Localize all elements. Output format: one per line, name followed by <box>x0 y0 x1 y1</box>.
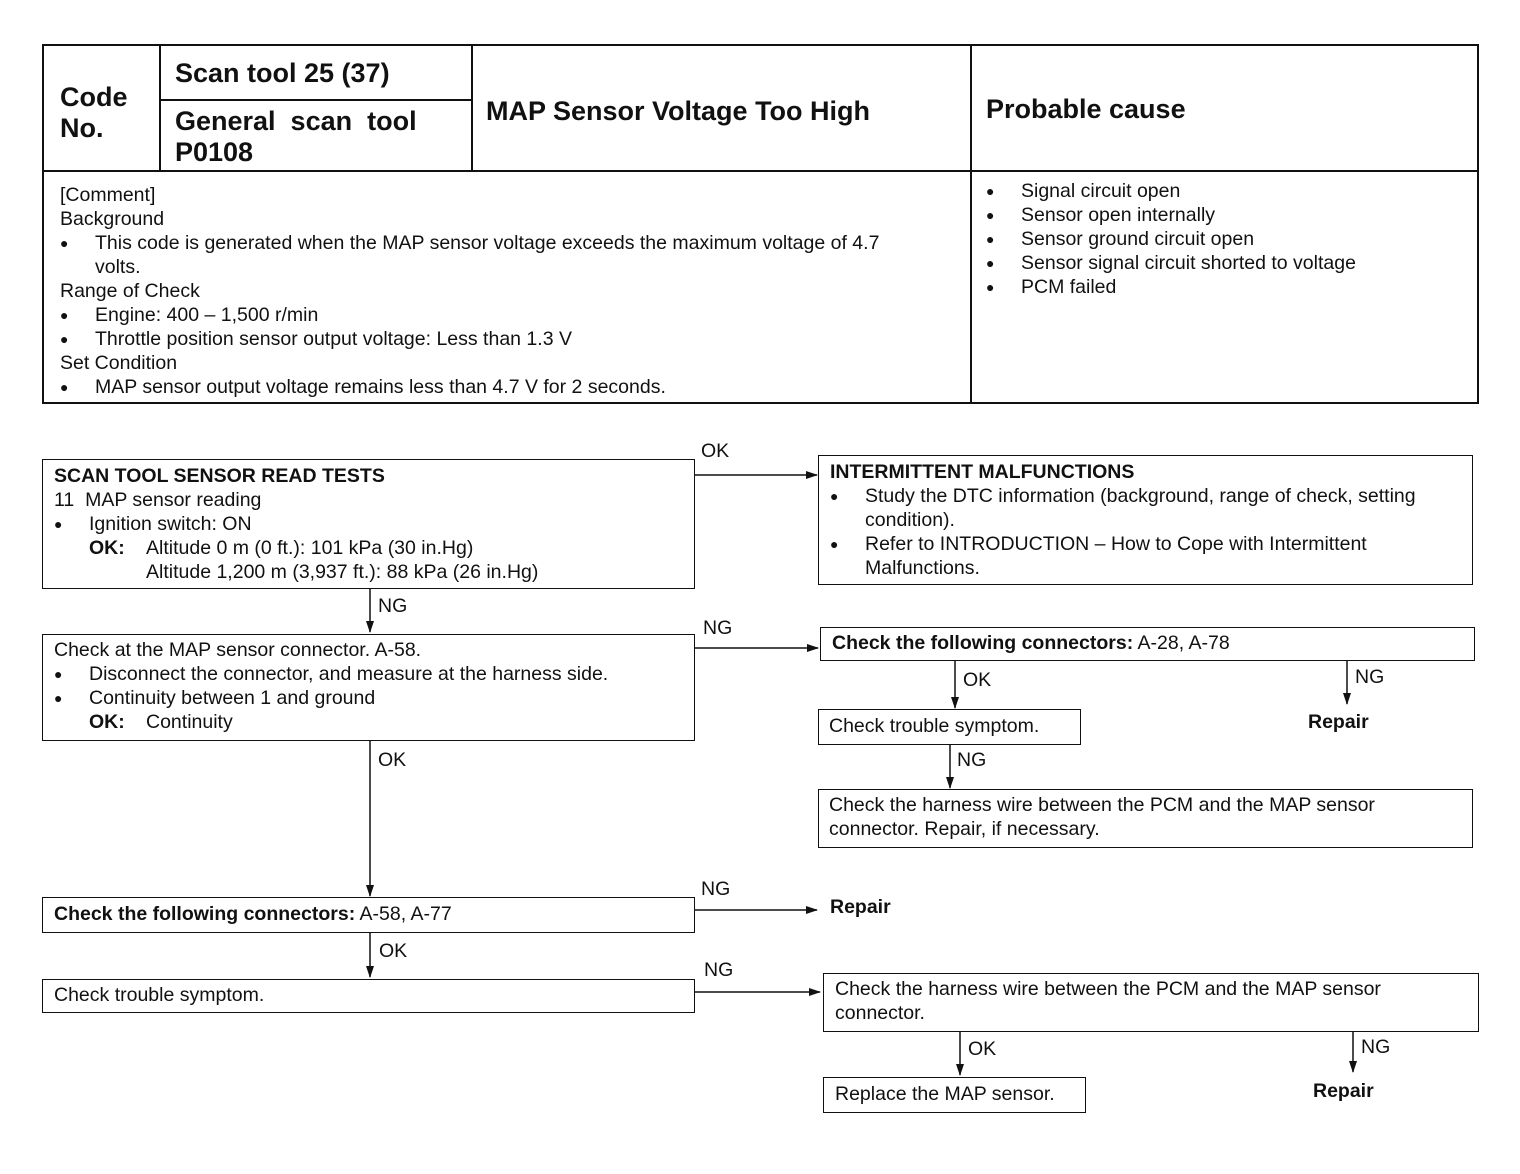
set-condition-item: ● MAP sensor output voltage remains less than 4.7 V for 2 seconds. <box>60 375 960 399</box>
probable-cause-item: ● Sensor signal circuit shorted to voltage <box>986 251 1466 275</box>
ok-value: Continuity <box>146 711 233 733</box>
box-bullet: ● Study the DTC information (background, range of check, setting condition). <box>830 484 1461 532</box>
box-title: Check the following connectors: <box>832 632 1134 654</box>
repair-label: Repair <box>830 896 891 918</box>
box-bullet: ● Ignition switch: ON <box>54 512 683 536</box>
ng-branch-label: NG <box>1361 1036 1391 1058</box>
repair-label: Repair <box>1308 711 1369 733</box>
box-title: SCAN TOOL SENSOR READ TESTS <box>54 465 385 487</box>
range-label: Range of Check <box>60 280 200 302</box>
repair-label: Repair <box>1313 1080 1374 1102</box>
scan-tool-sensor-read-tests-box <box>42 459 695 589</box>
box-line: 11 MAP sensor reading <box>54 489 262 511</box>
probable-cause-item: ● Sensor open internally <box>986 203 1466 227</box>
check-trouble-symptom-box: Check trouble symptom. <box>42 979 695 1013</box>
background-label: Background <box>60 208 165 230</box>
ok-branch-label: OK <box>968 1038 997 1060</box>
map-sensor-connector-check-box <box>42 634 695 741</box>
ng-branch-label: NG <box>703 617 733 639</box>
ok-branch-label: OK <box>379 940 408 962</box>
probable-cause-item: ● Signal circuit open <box>986 179 1466 203</box>
ng-branch-label: NG <box>704 959 734 981</box>
ok-label: OK: <box>89 537 125 559</box>
ok-branch-label: OK <box>701 440 730 462</box>
probable-cause-title: Probable cause <box>986 94 1186 124</box>
connector-list: A-58, A-77 <box>355 903 452 925</box>
check-connectors-a28-box <box>820 627 1475 661</box>
code-no-label: Code No. <box>60 82 128 143</box>
ok-condition <box>54 710 683 734</box>
ok-value: Altitude 0 m (0 ft.): 101 kPa (30 in.Hg) <box>146 537 474 559</box>
range-item: ● Throttle position sensor output voltage: Less than 1.3 V <box>60 327 960 351</box>
box-line: Check at the MAP sensor connector. A-58. <box>54 639 422 661</box>
box-bullet: ● Disconnect the connector, and measure at the harness side. <box>54 662 683 686</box>
ng-branch-label: NG <box>378 595 408 617</box>
probable-cause-item: ● PCM failed <box>986 275 1466 299</box>
scan-tool-code: Scan tool 25 (37) <box>175 58 390 88</box>
background-item: ● This code is generated when the MAP sensor voltage exceeds the maximum voltage of 4.7 volts. <box>60 231 960 279</box>
ng-branch-label: NG <box>701 878 731 900</box>
range-item: ● Engine: 400 – 1,500 r/min <box>60 303 960 327</box>
ok-branch-label: OK <box>963 669 992 691</box>
ok-label: OK: <box>89 711 125 733</box>
replace-map-sensor-box: Replace the MAP sensor. <box>823 1077 1086 1113</box>
probable-cause-item: ● Sensor ground circuit open <box>986 227 1466 251</box>
general-scan-tool-code: General scan tool P0108 <box>175 106 417 167</box>
check-harness-wire-box: Check the harness wire between the PCM and the MAP sensor connector. <box>823 973 1479 1032</box>
ok-condition <box>54 536 683 560</box>
comment-label: [Comment] <box>60 184 156 206</box>
box-bullet: ● Continuity between 1 and ground <box>54 686 683 710</box>
check-harness-wire-box: Check the harness wire between the PCM and the MAP sensor connector. Repair, if necessary. <box>818 789 1473 848</box>
connector-list: A-28, A-78 <box>1133 632 1230 654</box>
dtc-title: MAP Sensor Voltage Too High <box>486 96 871 126</box>
ok-value: Altitude 1,200 m (3,937 ft.): 88 kPa (26 in.Hg) <box>146 561 539 583</box>
ok-branch-label: OK <box>378 749 407 771</box>
ng-branch-label: NG <box>957 749 987 771</box>
intermittent-malfunctions-box <box>818 455 1473 585</box>
check-connectors-a58-box <box>42 897 695 933</box>
box-title: INTERMITTENT MALFUNCTIONS <box>830 461 1135 483</box>
box-title: Check the following connectors: <box>54 903 356 925</box>
check-trouble-symptom-box: Check trouble symptom. <box>818 709 1081 745</box>
ng-branch-label: NG <box>1355 666 1385 688</box>
set-condition-label: Set Condition <box>60 352 178 374</box>
box-bullet: ● Refer to INTRODUCTION – How to Cope with Intermittent Malfunctions. <box>830 532 1461 580</box>
